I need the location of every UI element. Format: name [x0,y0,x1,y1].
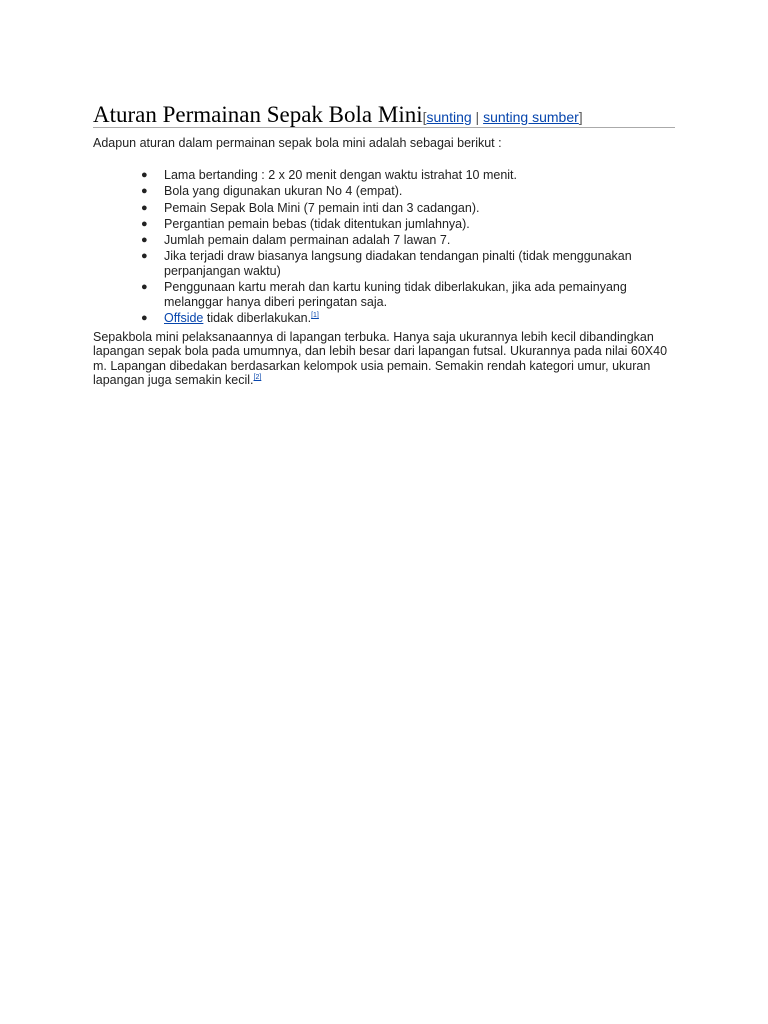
reference-link-1[interactable]: [1] [311,312,319,320]
bullet-icon: ● [141,185,148,198]
edit-bracket-close: ] [578,109,583,125]
list-item-text: tidak diberlakukan. [203,311,312,326]
edit-links [423,104,583,131]
list-item [93,233,675,248]
reference-marker [254,374,262,381]
section-title: Aturan Permainan Sepak Bola Mini [93,102,423,127]
article-section [93,101,675,388]
bullet-icon: ● [141,234,148,247]
list-item-text: Lama bertanding : 2 x 20 menit dengan waktu istrahat 10 menit. [164,168,517,182]
list-item [93,311,675,326]
list-item-text: Pemain Sepak Bola Mini (7 pemain inti dan 3 cadangan). [164,200,480,215]
closing-text: Sepakbola mini pelaksanaannya di lapangan terbuka. Hanya saja ukurannya lebih kecil dibandingkan lapangan sepak bola pada umumnya, dan lebih besar dari lapangan futsal. Ukurannya pada nilai 60X40 m. Lapangan dibedakan berdasarkan kelompok usia pemain. Semakin rendah kategori umur, ukuran lapangan juga semakin kecil. [93,329,668,388]
list-item-text: Jika terjadi draw biasanya langsung diadakan tendangan pinalti (tidak menggunakan perpanjangan waktu) [164,249,632,278]
bullet-icon: ● [141,250,148,263]
edit-separator: | [471,109,484,125]
bullet-icon: ● [141,281,148,294]
bullet-icon: ● [141,169,148,181]
reference-marker [311,312,319,319]
edit-source-link[interactable]: sunting sumber [483,109,579,125]
list-item [93,217,675,232]
bullet-icon: ● [141,217,148,230]
list-item-text: Penggunaan kartu merah dan kartu kuning tidak diberlakukan, jika ada pemainyang melanggar hanya diberi peringatan saja. [164,280,627,309]
bullet-icon: ● [141,312,148,325]
reference-link-2[interactable]: [2] [253,374,262,382]
list-item [93,184,675,199]
edit-link[interactable]: sunting [426,109,472,125]
list-item-text: Jumlah pemain dalam permainan adalah 7 lawan 7. [164,233,451,248]
rules-list [93,168,675,326]
list-item [93,280,675,309]
closing-paragraph [93,330,675,388]
list-item [93,168,675,183]
intro-paragraph: Adapun aturan dalam permainan sepak bola mini adalah sebagai berikut : [93,136,502,150]
offside-link[interactable]: Offside [164,311,204,326]
list-item-text: Pergantian pemain bebas (tidak ditentukan jumlahnya). [164,216,470,231]
list-item-text: Bola yang digunakan ukuran No 4 (empat). [164,184,403,199]
list-item [93,201,675,216]
edit-bracket-open: [ [422,109,427,125]
list-item [93,249,675,278]
section-heading [93,101,675,128]
bullet-icon: ● [141,201,148,214]
